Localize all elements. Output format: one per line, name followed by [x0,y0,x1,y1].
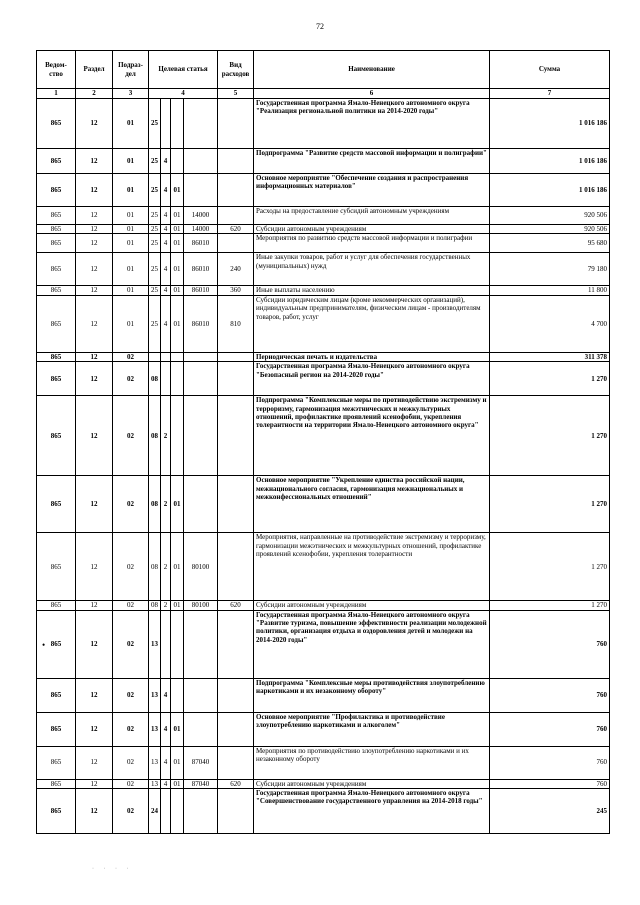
table-row [37,234,610,253]
vid-rashodov-cell [218,533,254,601]
vedomstvo-cell: 865 [37,610,76,678]
vid-rashodov-cell [218,149,254,174]
header-summa: Сумма [490,51,610,89]
target-code-1: 25 [149,295,161,352]
sum-cell: 760 [490,610,610,678]
podrazdel-cell: 01 [113,225,149,234]
vedomstvo-cell: 865 [37,253,76,286]
target-code-3: 01 [171,174,184,207]
podrazdel-cell: 01 [113,295,149,352]
target-code-4 [184,396,218,476]
target-code-1: 13 [149,712,161,746]
target-code-4 [184,712,218,746]
target-code-3: 01 [171,779,184,788]
name-cell: Мероприятия, направленные на противодействие экстремизму и терроризму, гармонизации межэтнических и межкультурных отношений, профилактике проявлений ксенофобии, укрепления толерантности [254,533,490,601]
target-code-2 [161,610,171,678]
table-row [37,352,610,361]
vid-rashodov-cell: 240 [218,253,254,286]
sum-cell: 920 506 [490,207,610,225]
vedomstvo-cell: 865 [37,174,76,207]
target-code-1: 25 [149,253,161,286]
target-code-2 [161,352,171,361]
target-code-3 [171,99,184,149]
col-number: 1 [37,89,76,99]
target-code-4: 86010 [184,295,218,352]
target-code-4 [184,149,218,174]
target-code-2: 4 [161,295,171,352]
target-code-2: 4 [161,149,171,174]
razdel-cell: 12 [76,234,113,253]
name-cell: Субсидии автономным учреждениям [254,225,490,234]
target-code-2: 4 [161,225,171,234]
name-cell: Государственная программа Ямало-Ненецкого автономного округа "Реализация региональной политики на 2014-2020 годы" [254,99,490,149]
target-code-3: 01 [171,225,184,234]
table-row [37,396,610,476]
target-code-4: 86010 [184,253,218,286]
target-code-4 [184,610,218,678]
target-code-1: 08 [149,601,161,610]
vid-rashodov-cell [218,789,254,834]
sum-cell: 4 700 [490,295,610,352]
vedomstvo-cell: 865 [37,746,76,779]
target-code-1: 25 [149,234,161,253]
sum-cell: 11 800 [490,286,610,295]
vedomstvo-cell: 865 [37,295,76,352]
vedomstvo-cell: 865 [37,225,76,234]
vid-rashodov-cell [218,362,254,396]
target-code-1: 13 [149,746,161,779]
razdel-cell: 12 [76,295,113,352]
target-code-1: 08 [149,362,161,396]
name-cell: Расходы на предоставление субсидий автономным учреждениям [254,207,490,225]
name-cell: Подпрограмма "Комплексные меры противодействия злоупотреблению наркотиками и их незаконному обороту" [254,678,490,712]
target-code-3: 01 [171,533,184,601]
table-row [37,678,610,712]
table-row [37,149,610,174]
target-code-3: 01 [171,601,184,610]
razdel-cell: 12 [76,99,113,149]
sum-cell: 920 506 [490,225,610,234]
podrazdel-cell: 02 [113,789,149,834]
target-code-3 [171,362,184,396]
vid-rashodov-cell [218,678,254,712]
vid-rashodov-cell: 360 [218,286,254,295]
table-row [37,712,610,746]
vedomstvo-cell: 865 [37,207,76,225]
podrazdel-cell: 01 [113,234,149,253]
razdel-cell: 12 [76,678,113,712]
table-row [37,789,610,834]
table-row [37,225,610,234]
vid-rashodov-cell [218,207,254,225]
sum-cell: 79 180 [490,253,610,286]
header-vid-rashodov: Вид расходов [218,51,254,89]
sum-cell: 760 [490,779,610,788]
podrazdel-cell: 02 [113,476,149,533]
target-code-1: 25 [149,225,161,234]
razdel-cell: 12 [76,225,113,234]
podrazdel-cell: 01 [113,174,149,207]
razdel-cell: 12 [76,174,113,207]
target-code-2: 4 [161,678,171,712]
col-number: 3 [113,89,149,99]
sum-cell: 1 016 186 [490,99,610,149]
target-code-4: 86010 [184,286,218,295]
target-code-4 [184,362,218,396]
podrazdel-cell: 01 [113,149,149,174]
target-code-2: 2 [161,396,171,476]
sum-cell: 1 016 186 [490,149,610,174]
target-code-1: 25 [149,149,161,174]
podrazdel-cell: 02 [113,601,149,610]
name-cell: Субсидии автономным учреждениям [254,601,490,610]
col-number: 2 [76,89,113,99]
razdel-cell: 12 [76,746,113,779]
vid-rashodov-cell [218,234,254,253]
target-code-3: 01 [171,286,184,295]
table-row [37,610,610,678]
vid-rashodov-cell [218,476,254,533]
column-number-row [37,89,610,99]
name-cell: Подпрограмма "Комплексные меры по противодействию экстремизму и терроризму, гармонизация межэтнических и межкультурных отношений, профилактике проявлений ксенофобии, укрепления толерантности на территории Ямало-Ненецкого автономного округа" [254,396,490,476]
target-code-1: 08 [149,533,161,601]
target-code-3: 01 [171,207,184,225]
target-code-1 [149,352,161,361]
razdel-cell: 12 [76,610,113,678]
target-code-1: 08 [149,396,161,476]
vid-rashodov-cell [218,352,254,361]
page-number: 72 [316,22,324,31]
podrazdel-cell: 02 [113,712,149,746]
vedomstvo-cell: 865 [37,533,76,601]
target-code-1: 13 [149,779,161,788]
vedomstvo-cell: 865 [37,396,76,476]
vedomstvo-cell: 865 [37,476,76,533]
sum-cell: 1 270 [490,476,610,533]
target-code-4 [184,352,218,361]
vedomstvo-cell: 865 [37,99,76,149]
vedomstvo-cell: 865 [37,779,76,788]
target-code-4 [184,174,218,207]
name-cell: Государственная программа Ямало-Ненецкого автономного округа "Развитие туризма, повышение эффективности реализации молодежной политики, организация отдыха и оздоровления детей и молодежи на 2014-2020 годы" [254,610,490,678]
target-code-1: 25 [149,207,161,225]
target-code-1: 25 [149,286,161,295]
target-code-3: 01 [171,234,184,253]
col-number: 4 [149,89,218,99]
target-code-3: 01 [171,295,184,352]
target-code-3 [171,149,184,174]
podrazdel-cell: 02 [113,746,149,779]
target-code-4: 87040 [184,779,218,788]
sum-cell: 760 [490,712,610,746]
sum-cell: 245 [490,789,610,834]
razdel-cell: 12 [76,476,113,533]
col-number: 5 [218,89,254,99]
vedomstvo-cell: 865 [37,234,76,253]
target-code-2: 4 [161,779,171,788]
scan-artifact: · · · · [92,866,133,872]
vid-rashodov-cell [218,174,254,207]
target-code-1: 25 [149,174,161,207]
table-row [37,779,610,788]
vedomstvo-cell: 865 [37,678,76,712]
vedomstvo-cell: 865 [37,601,76,610]
col-number: 7 [490,89,610,99]
podrazdel-cell: 02 [113,533,149,601]
vid-rashodov-cell [218,746,254,779]
podrazdel-cell: 02 [113,678,149,712]
target-code-3 [171,789,184,834]
table-row [37,476,610,533]
vid-rashodov-cell: 620 [218,779,254,788]
vedomstvo-cell: 865 [37,362,76,396]
table-row [37,253,610,286]
target-code-2: 4 [161,253,171,286]
razdel-cell: 12 [76,712,113,746]
sum-cell: 760 [490,678,610,712]
table-row [37,533,610,601]
target-code-2: 4 [161,174,171,207]
vedomstvo-cell: 865 [37,149,76,174]
target-code-3 [171,678,184,712]
podrazdel-cell: 01 [113,99,149,149]
name-cell: Подпрограмма "Развитие средств массовой информации и полиграфии" [254,149,490,174]
table-row [37,174,610,207]
razdel-cell: 12 [76,253,113,286]
target-code-2: 2 [161,601,171,610]
podrazdel-cell: 02 [113,396,149,476]
name-cell: Мероприятия по развитию средств массовой информации и полиграфии [254,234,490,253]
target-code-1: 24 [149,789,161,834]
razdel-cell: 12 [76,396,113,476]
target-code-4: 14000 [184,207,218,225]
vid-rashodov-cell [218,610,254,678]
vedomstvo-cell: 865 [37,352,76,361]
vid-rashodov-cell [218,99,254,149]
target-code-1: 13 [149,678,161,712]
header-naimenovanie: Наименование [254,51,490,89]
vedomstvo-cell: 865 [37,789,76,834]
vid-rashodov-cell [218,396,254,476]
vid-rashodov-cell: 810 [218,295,254,352]
name-cell: Иные закупки товаров, работ и услуг для обеспечения государственных (муниципальных) нужд [254,253,490,286]
target-code-2: 2 [161,533,171,601]
target-code-2: 2 [161,476,171,533]
razdel-cell: 12 [76,352,113,361]
target-code-2 [161,789,171,834]
razdel-cell: 12 [76,601,113,610]
name-cell: Основное мероприятие "Обеспечение создания и распространения информационных материалов" [254,174,490,207]
name-cell: Государственная программа Ямало-Ненецкого автономного округа "Безопасный регион на 2014-2020 годы" [254,362,490,396]
sum-cell: 1 016 186 [490,174,610,207]
table-row [37,601,610,610]
target-code-3 [171,610,184,678]
sum-cell: 1 270 [490,533,610,601]
vedomstvo-cell: 865 [37,286,76,295]
sum-cell: 311 378 [490,352,610,361]
target-code-4: 87040 [184,746,218,779]
table-row [37,99,610,149]
target-code-2: 4 [161,712,171,746]
target-code-1: 08 [149,476,161,533]
vid-rashodov-cell: 620 [218,225,254,234]
target-code-2: 4 [161,207,171,225]
target-code-4: 14000 [184,225,218,234]
target-code-3: 01 [171,476,184,533]
sum-cell: 1 270 [490,396,610,476]
target-code-3: 01 [171,746,184,779]
razdel-cell: 12 [76,779,113,788]
target-code-4 [184,476,218,533]
podrazdel-cell: 02 [113,362,149,396]
razdel-cell: 12 [76,789,113,834]
target-code-4 [184,678,218,712]
header-podrazdel: Подраз-дел [113,51,149,89]
vid-rashodov-cell: 620 [218,601,254,610]
name-cell: Иные выплаты населению [254,286,490,295]
name-cell: Государственная программа Ямало-Ненецкого автономного округа "Совершенствование государственного управления на 2014-2018 годы" [254,789,490,834]
vedomstvo-cell: 865 [37,712,76,746]
header-razdel: Раздел [76,51,113,89]
name-cell: Субсидии автономным учреждениям [254,779,490,788]
razdel-cell: 12 [76,533,113,601]
name-cell: Основное мероприятие "Укрепление единства российской нации, межнационального согласия, гармонизация межнациональных и межконфессиональных отношений" [254,476,490,533]
budget-table [36,50,610,834]
header-celevaya-statya: Целевая статья [149,51,218,89]
target-code-3: 01 [171,712,184,746]
margin-mark: • [42,640,46,650]
podrazdel-cell: 02 [113,610,149,678]
sum-cell: 1 270 [490,601,610,610]
name-cell: Субсидии юридическим лицам (кроме некоммерческих организаций), индивидуальным предпринимателям, физическим лицам - производителям товаров, работ, услуг [254,295,490,352]
podrazdel-cell: 02 [113,779,149,788]
sum-cell: 95 680 [490,234,610,253]
target-code-4: 86010 [184,234,218,253]
target-code-1: 25 [149,99,161,149]
razdel-cell: 12 [76,149,113,174]
target-code-2: 4 [161,746,171,779]
table-row [37,746,610,779]
sum-cell: 1 270 [490,362,610,396]
name-cell: Мероприятия по противодействию злоупотреблению наркотиками и их незаконному обороту [254,746,490,779]
target-code-2: 4 [161,286,171,295]
target-code-4 [184,99,218,149]
vid-rashodov-cell [218,712,254,746]
target-code-3 [171,396,184,476]
razdel-cell: 12 [76,286,113,295]
name-cell: Основное мероприятие "Профилактика и противодействие злоупотреблению наркотиками и алкоголем" [254,712,490,746]
target-code-3: 01 [171,253,184,286]
target-code-3 [171,352,184,361]
header-vedomstvo: Ведом-ство [37,51,76,89]
name-cell: Периодическая печать и издательства [254,352,490,361]
table-row [37,286,610,295]
target-code-4: 80100 [184,601,218,610]
target-code-2: 4 [161,234,171,253]
target-code-4: 80100 [184,533,218,601]
podrazdel-cell: 01 [113,253,149,286]
podrazdel-cell: 01 [113,207,149,225]
table-row [37,295,610,352]
target-code-2 [161,99,171,149]
table-row [37,207,610,225]
razdel-cell: 12 [76,362,113,396]
header-row [37,51,610,89]
target-code-2 [161,362,171,396]
razdel-cell: 12 [76,207,113,225]
table-row [37,362,610,396]
col-number: 6 [254,89,490,99]
podrazdel-cell: 02 [113,352,149,361]
sum-cell: 760 [490,746,610,779]
podrazdel-cell: 01 [113,286,149,295]
target-code-4 [184,789,218,834]
table-body [37,99,610,834]
target-code-1: 13 [149,610,161,678]
